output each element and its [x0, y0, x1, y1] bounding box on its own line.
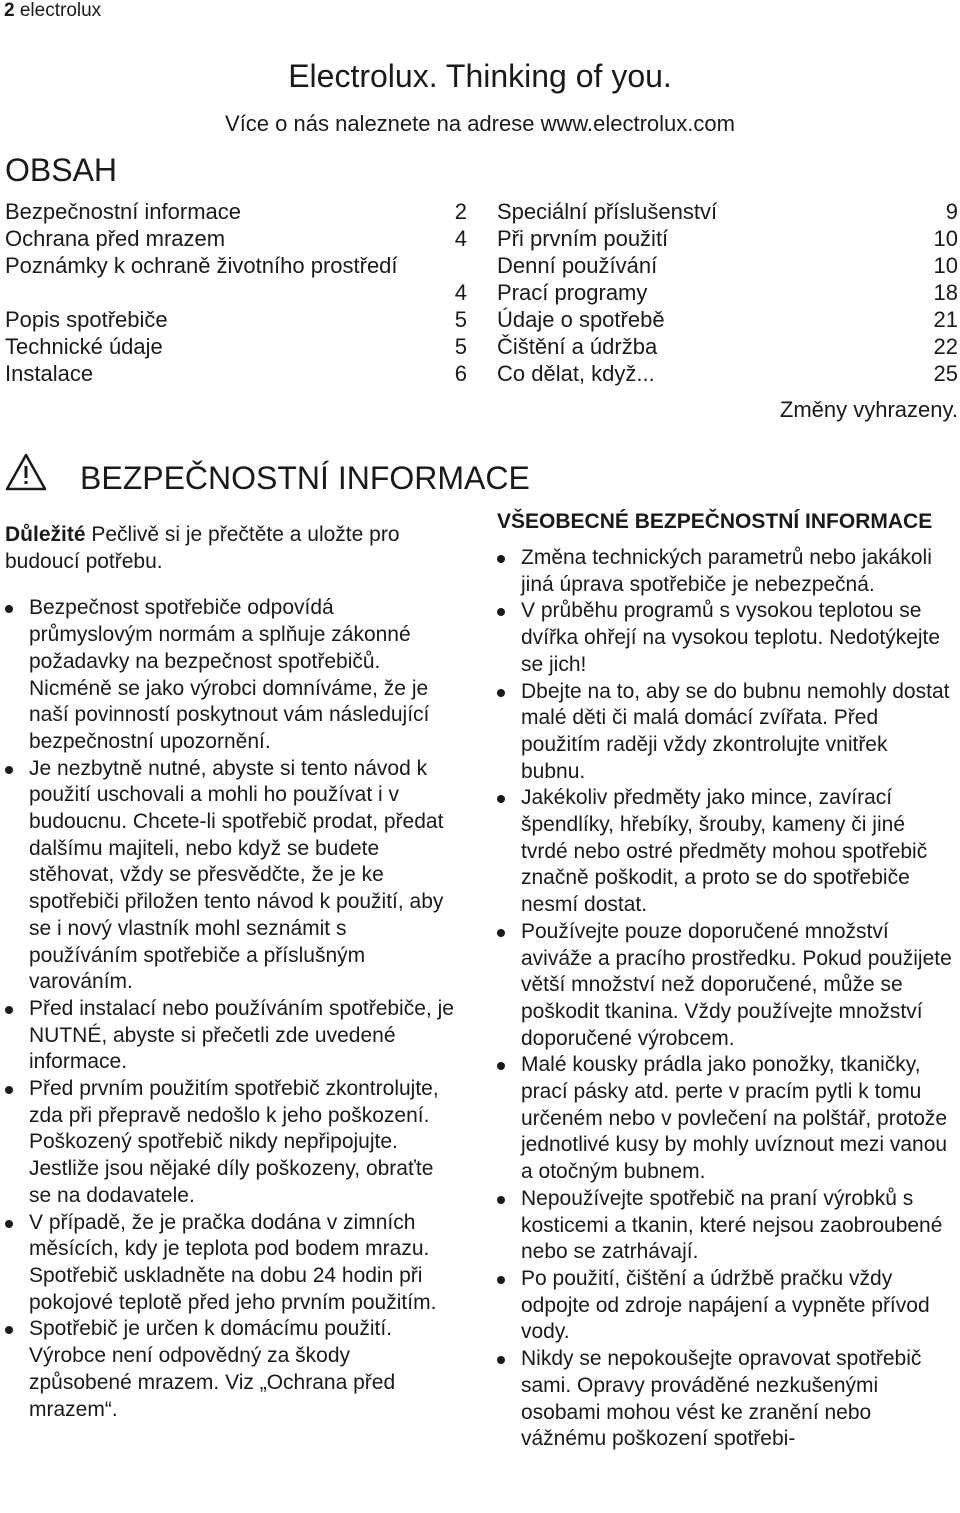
toc-entry-page: 5	[454, 334, 467, 359]
toc-heading: OBSAH	[5, 152, 118, 188]
toc-entry-label: Poznámky k ochraně životního prostředí	[5, 253, 398, 278]
toc-right-column	[497, 198, 958, 387]
toc-entry[interactable]	[5, 225, 467, 252]
toc-entry[interactable]	[497, 225, 958, 252]
toc-entry-page: 18	[933, 280, 958, 305]
brand-name: electrolux	[19, 0, 102, 21]
important-text: Pečlivě si je přečtěte a uložte pro budoucí potřebu.	[5, 523, 400, 573]
toc-entry-page: 21	[933, 307, 958, 332]
toc-entry[interactable]	[5, 252, 467, 306]
toc-entry-label: Technické údaje	[5, 334, 163, 359]
toc-entry-label: Ochrana před mrazem	[5, 226, 226, 251]
toc-entry[interactable]	[5, 306, 467, 333]
toc-entry-page: 4	[454, 226, 467, 251]
toc-entry[interactable]	[497, 252, 958, 279]
general-safety-heading: VŠEOBECNÉ BEZPEČNOSTNÍ INFORMACE	[497, 510, 933, 533]
general-safety-list	[497, 545, 957, 1453]
list-item: Bezpečnost spotřebiče odpovídá průmyslovým normám a splňuje zákonné požadavky na bezpečnost spotřebičů. Nicméně se jako výrobci domníváme, že je naší povinností poskytnout vám následující bezpečnostní upozornění.	[5, 595, 457, 755]
list-item: Používejte pouze doporučené množství aviváže a pracího prostředku. Pokud použijete větší množství než doporučené, může se poškodit tkanina. Vždy používejte množství doporučené výrobcem.	[497, 919, 957, 1053]
list-item: Před prvním použitím spotřebič zkontrolujte, zda při přepravě nedošlo k jeho poškození. Poškozený spotřebič nikdy nepřipojujte. Jestliže jsou nějaké díly poškozeny, obraťte se na dodavatele.	[5, 1076, 457, 1210]
toc-entry[interactable]	[497, 333, 958, 360]
safety-right-column	[497, 508, 957, 1453]
toc-entry[interactable]	[497, 279, 958, 306]
toc-left-column	[5, 198, 467, 387]
slogan-text: Electrolux. Thinking of you.	[288, 58, 672, 94]
toc-entry[interactable]	[497, 306, 958, 333]
toc-entry[interactable]	[497, 360, 958, 387]
toc-entry[interactable]	[497, 198, 958, 225]
page-number: 2	[4, 0, 15, 21]
list-item: Před instalací nebo používáním spotřebiče, je NUTNÉ, abyste si přečetli zde uvedené informace.	[5, 996, 457, 1076]
toc-entry-label: Při prvním použití	[497, 226, 669, 251]
toc-entry-page: 4	[454, 280, 467, 305]
toc-entry-page: 25	[933, 361, 958, 386]
toc-entry-label: Prací programy	[497, 280, 648, 305]
toc-entry-page: 5	[454, 307, 467, 332]
list-item: Jakékoliv předměty jako mince, zavírací špendlíky, hřebíky, šrouby, kameny či jiné tvrdé nebo ostré předměty mohou spotřebič značně poškodit, a proto se do spotřebiče nesmí dostat.	[497, 785, 957, 919]
toc-entry-label: Popis spotřebiče	[5, 307, 168, 332]
toc-entry-page: 10	[933, 226, 958, 251]
changes-reserved-note: Změny vyhrazeny.	[779, 397, 958, 422]
toc-entry-page: 6	[454, 361, 467, 386]
list-item: Změna technických parametrů nebo jakákoli jiná úprava spotřebiče je nebezpečná.	[497, 545, 957, 598]
list-item: Po použití, čištění a údržbě pračku vždy odpojte od zdroje napájení a vypněte přívod vody.	[497, 1266, 957, 1346]
page-header	[4, 0, 101, 22]
list-item: V průběhu programů s vysokou teplotou se dvířka ohřejí na vysokou teplotu. Nedotýkejte se jich!	[497, 598, 957, 678]
list-item: Dbejte na to, aby se do bubnu nemohly dostat malé děti či malá domácí zvířata. Před použitím raději vždy zkontrolujte vnitřek bubnu.	[497, 679, 957, 786]
warning-triangle-icon	[4, 452, 48, 492]
list-item: Malé kousky prádla jako ponožky, tkaničky, prací pásky atd. perte v pracím pytli k tomu určeném nebo v povlečení na polštář, protože jednotlivé kusy by mohly uvíznout mezi vanou a otočným bubnem.	[497, 1052, 957, 1186]
website-note: Více o nás naleznete na adrese www.electrolux.com	[225, 111, 735, 136]
section-title: BEZPEČNOSTNÍ INFORMACE	[80, 460, 530, 496]
toc-entry[interactable]	[5, 198, 467, 225]
toc-entry-label: Instalace	[5, 361, 94, 386]
toc-entry-page: 22	[933, 334, 958, 359]
toc-entry-label: Speciální příslušenství	[497, 199, 718, 224]
toc-entry-label: Denní používání	[497, 253, 658, 278]
toc-entry-page: 9	[945, 199, 958, 224]
safety-left-column	[5, 522, 457, 1423]
toc-entry-page: 2	[454, 199, 467, 224]
list-item: Spotřebič je určen k domácímu použití. Výrobce není odpovědný za škody způsobené mrazem. Viz „Ochrana před mrazem“.	[5, 1316, 457, 1423]
toc-entry-label: Co dělat, když...	[497, 361, 655, 386]
toc-entry-label: Čištění a údržba	[497, 334, 658, 359]
safety-list	[5, 595, 457, 1423]
toc-entry-label: Bezpečnostní informace	[5, 199, 242, 224]
slogan	[0, 56, 960, 96]
important-note	[5, 522, 457, 575]
list-item: V případě, že je pračka dodána v zimních měsících, kdy je teplota pod bodem mrazu. Spotřebič uskladněte na dobu 24 hodin při pokojové teplotě před jeho prvním použitím.	[5, 1210, 457, 1317]
toc-entry[interactable]	[5, 333, 467, 360]
list-item: Je nezbytně nutné, abyste si tento návod k použití uschovali a mohli ho používat i v budoucnu. Chcete-li spotřebič prodat, předat dalšímu majiteli, nebo když se budete stěhovat, vždy se přesvědčte, že je ke spotřebiči přiložen tento návod k použití, aby se i nový vlastník mohl seznámit s používáním spotřebiče a příslušným varováním.	[5, 756, 457, 996]
list-item: Nepoužívejte spotřebič na praní výrobků s kosticemi a tkanin, které nejsou zaobroubené nebo se zatrhávají.	[497, 1186, 957, 1266]
toc-entry-page: 10	[933, 253, 958, 278]
toc-entry-label: Údaje o spotřebě	[497, 307, 665, 332]
important-label: Důležité	[5, 523, 86, 546]
list-item: Nikdy se nepokoušejte opravovat spotřebič sami. Opravy prováděné nezkušenými osobami mohou vést ke zranění nebo vážnému poškození spotřebi-	[497, 1346, 957, 1453]
toc-entry[interactable]	[5, 360, 467, 387]
